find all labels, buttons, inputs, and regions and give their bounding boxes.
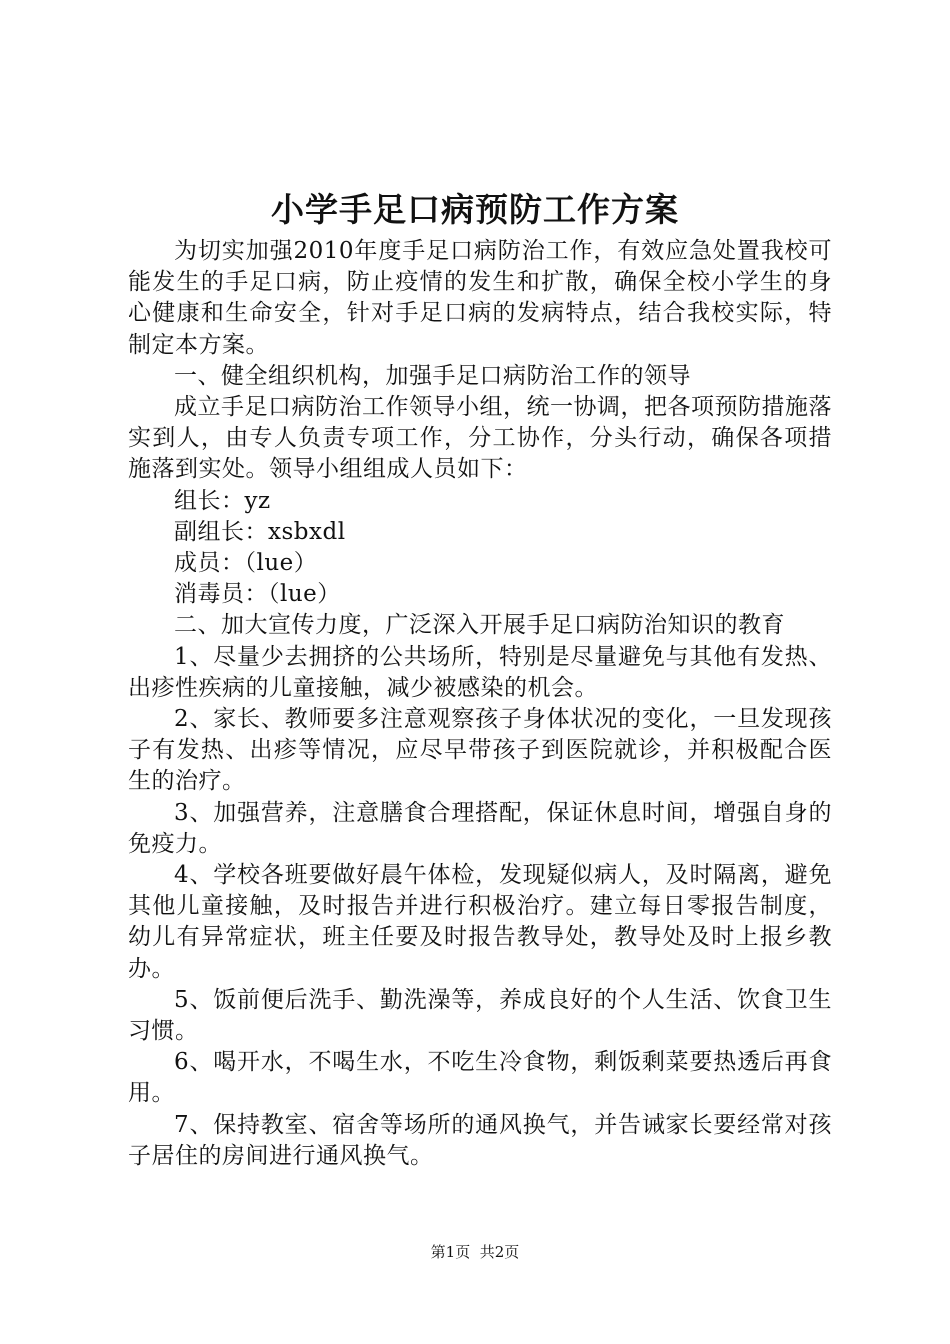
page-footer <box>0 1242 950 1262</box>
list-item: 3、加强营养，注意膳食合理搭配，保证休息时间，增强自身的免疫力。 <box>128 799 832 857</box>
page-total: 共2页 <box>479 1243 520 1261</box>
document-title: 小学手足口病预防工作方案 <box>271 190 679 229</box>
member-leader: 组长：yz <box>174 487 271 514</box>
list-item: 1、尽量少去拥挤的公共场所，特别是尽量避免与其他有发热、出疹性疾病的儿童接触，减少被感染的机会。 <box>128 643 832 701</box>
member-disinfector: 消毒员：（lue） <box>174 581 341 608</box>
list-item: 2、家长、教师要多注意观察孩子身体状况的变化，一旦发现孩子有发热、出疹等情况，应尽早带孩子到医院就诊，并积极配合医生的治疗。 <box>128 706 832 795</box>
list-item: 7、保持教室、宿舍等场所的通风换气，并告诫家长要经常对孩子居住的房间进行通风换气。 <box>128 1111 832 1169</box>
paragraph-intro: 为切实加强2010年度手足口病防治工作，有效应急处置我校可能发生的手足口病，防止疫情的发生和扩散，确保全校小学生的身心健康和生命安全，针对手足口病的发病特点，结合我校实际，特制定本方案。 <box>128 238 832 358</box>
page-number: 第1页 <box>430 1243 471 1261</box>
section-heading-1: 一、健全组织机构，加强手足口病防治工作的领导 <box>174 362 691 389</box>
list-item: 5、饭前便后洗手、勤洗澡等，养成良好的个人生活、饮食卫生习惯。 <box>128 986 832 1045</box>
section-heading-2: 二、加大宣传力度，广泛深入开展手足口病防治知识的教育 <box>174 612 785 639</box>
member-members: 成员：（lue） <box>174 550 318 577</box>
member-deputy-leader: 副组长：xsbxdl <box>174 518 346 545</box>
list-item: 4、学校各班要做好晨午体检，发现疑似病人，及时隔离，避免其他儿童接触，及时报告并进行积极治疗。建立每日零报告制度，幼儿有异常症状，班主任要及时报告教导处，教导处及时上报乡教办。 <box>128 862 832 982</box>
document-body <box>128 236 832 1172</box>
list-item: 6、喝开水，不喝生水，不吃生冷食物，剩饭剩菜要热透后再食用。 <box>128 1049 832 1107</box>
paragraph-leadership: 成立手足口病防治工作领导小组，统一协调，把各项预防措施落实到人，由专人负责专项工作，分工协作，分头行动，确保各项措施落到实处。领导小组组成人员如下： <box>128 394 832 483</box>
